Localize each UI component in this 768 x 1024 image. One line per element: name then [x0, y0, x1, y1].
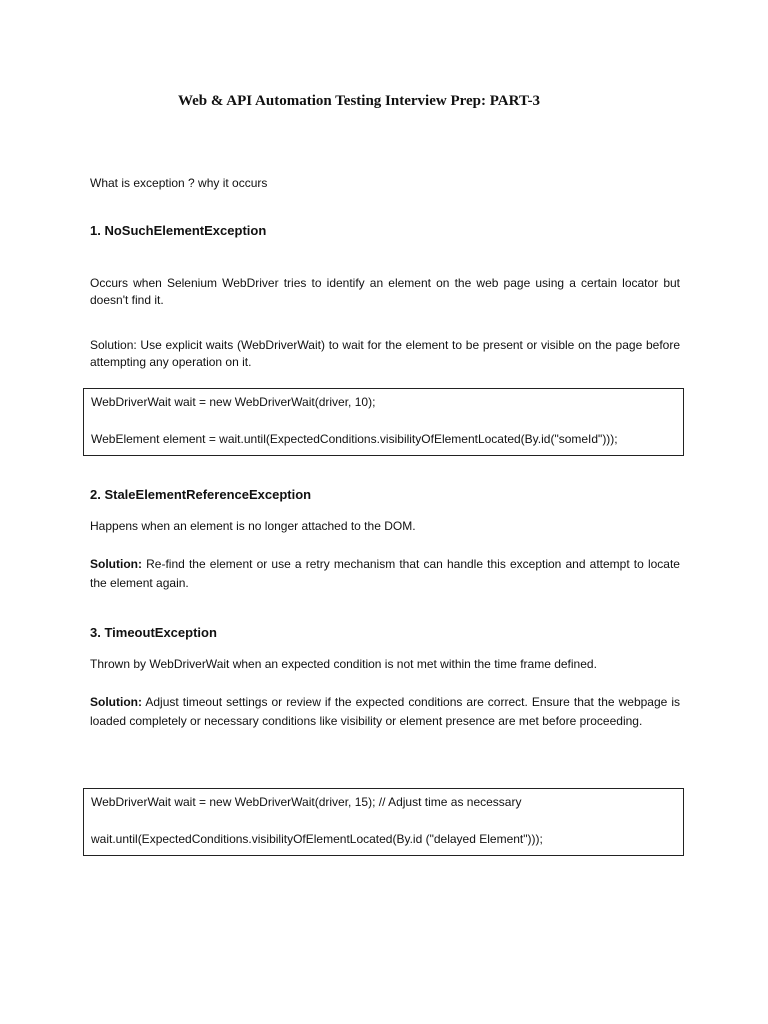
section-description-nosuchelement: Occurs when Selenium WebDriver tries to identify an element on the web page using a certain locator but doesn't find it.	[90, 276, 680, 307]
code-line: WebDriverWait wait = new WebDriverWait(driver, 15); // Adjust time as necessary	[91, 795, 522, 809]
solution-label: Solution:	[90, 557, 142, 571]
code-line: WebElement element = wait.until(ExpectedConditions.visibilityOfElementLocated(By.id("someId")));	[91, 432, 618, 446]
code-block-timeout-wait	[83, 788, 684, 856]
section-heading-timeout: 3. TimeoutException	[90, 625, 217, 640]
page-title: Web & API Automation Testing Interview Prep: PART-3	[177, 93, 541, 109]
section-solution-staleelement	[90, 555, 680, 593]
intro-question: What is exception ? why it occurs	[90, 176, 268, 190]
solution-label: Solution:	[90, 695, 142, 709]
section-description-staleelement: Happens when an element is no longer attached to the DOM.	[90, 519, 416, 533]
code-block-explicit-wait	[83, 388, 684, 456]
section-solution-timeout	[90, 693, 680, 731]
solution-text: Adjust timeout settings or review if the expected conditions are correct. Ensure that the webpage is loaded completely or necessary conditions like visibility or element presence are met before proceeding.	[90, 695, 681, 728]
section-heading-staleelement: 2. StaleElementReferenceException	[90, 487, 312, 502]
code-line: WebDriverWait wait = new WebDriverWait(driver, 10);	[91, 395, 376, 409]
section-solution-nosuchelement: Solution: Use explicit waits (WebDriverWait) to wait for the element to be present or visible on the page before attempting any operation on it.	[90, 338, 680, 369]
section-description-timeout: Thrown by WebDriverWait when an expected condition is not met within the time frame defined.	[90, 657, 597, 671]
code-line: wait.until(ExpectedConditions.visibilityOfElementLocated(By.id ("delayed Element")));	[91, 832, 543, 846]
solution-text: Re-find the element or use a retry mechanism that can handle this exception and attempt to locate the element again.	[90, 557, 680, 590]
section-heading-nosuchelement: 1. NoSuchElementException	[90, 223, 267, 238]
